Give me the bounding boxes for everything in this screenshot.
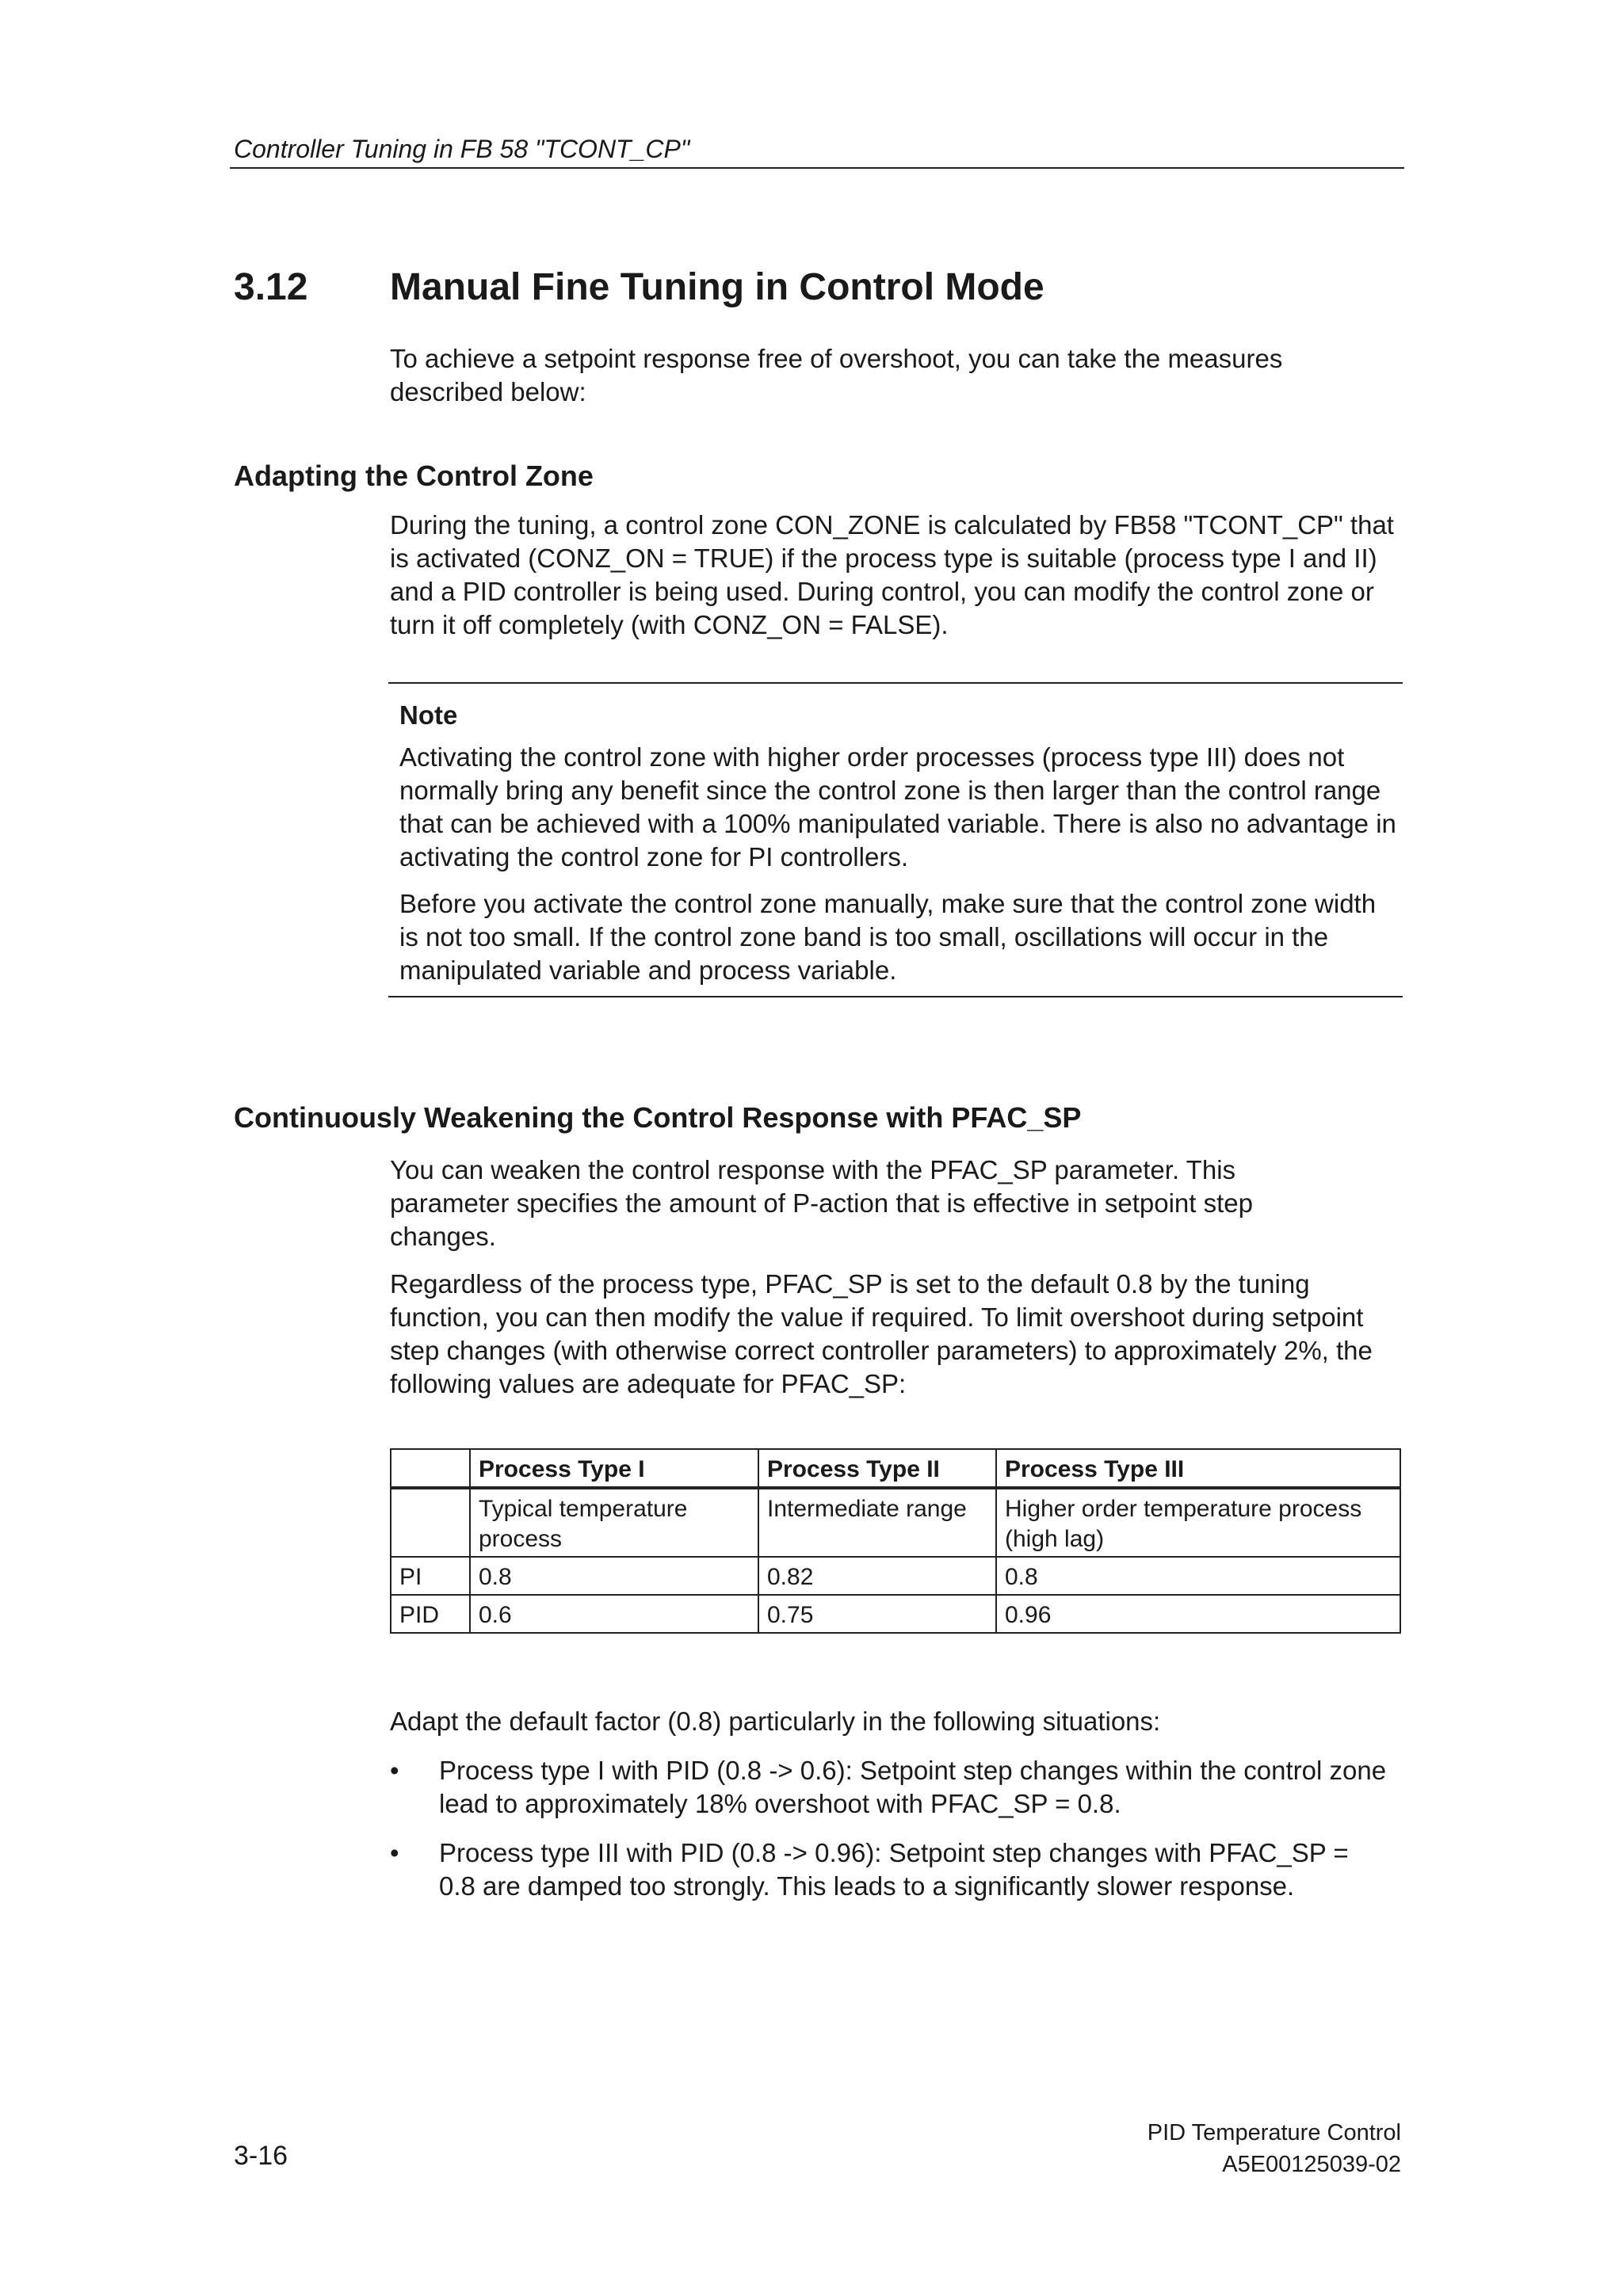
note-top-rule	[388, 682, 1403, 684]
header-rule	[230, 167, 1404, 169]
running-header: Controller Tuning in FB 58 "TCONT_CP"	[234, 135, 690, 163]
adapt-bullet-list	[390, 1754, 1388, 1919]
table-header-cell: Process Type III	[996, 1449, 1400, 1488]
table-row	[391, 1557, 1400, 1595]
pfac-heading: Continuously Weakening the Control Response with PFAC_SP	[234, 1101, 1082, 1134]
page-number: 3-16	[234, 2141, 288, 2171]
section-number: 3.12	[234, 266, 308, 308]
pfac-values-table	[390, 1448, 1401, 1634]
table-cell: 0.8	[996, 1557, 1400, 1595]
pfac-paragraph-2: Regardless of the process type, PFAC_SP is set to the default 0.8 by the tuning function, you can then modify the value if required. To limit overshoot during setpoint step changes (with otherwise correct controller parameters) to approximately 2%, the following values are adequate for PFAC_SP:	[390, 1269, 1373, 1398]
note-paragraph-2: Before you activate the control zone manually, make sure that the control zone width is not too small. If the control zone band is too small, oscillations will occur in the manipulated variable and process variable.	[399, 889, 1377, 985]
control-zone-heading: Adapting the Control Zone	[234, 460, 594, 492]
table-cell: 0.6	[470, 1595, 758, 1633]
footer-doc-info	[1148, 2117, 1401, 2180]
table-cell	[391, 1488, 470, 1557]
table-header-row	[391, 1449, 1400, 1488]
list-item-text: Process type III with PID (0.8 -> 0.96): Setpoint step changes with PFAC_SP = 0.8 are damped too strongly. This leads to a significantly slower response.	[439, 1838, 1349, 1901]
note-bottom-rule	[388, 996, 1403, 997]
list-item	[390, 1836, 1388, 1903]
pfac-paragraph-1: You can weaken the control response with the PFAC_SP parameter. This parameter specifies the amount of P-action that is effective in setpoint step changes.	[390, 1155, 1253, 1251]
table-cell: PID	[391, 1595, 470, 1633]
section-title: Manual Fine Tuning in Control Mode	[390, 266, 1044, 308]
table-description-row	[391, 1488, 1400, 1557]
section-intro: To achieve a setpoint response free of overshoot, you can take the measures described below:	[390, 344, 1283, 406]
table-cell: 0.75	[758, 1595, 996, 1633]
table-row	[391, 1595, 1400, 1633]
adapt-intro: Adapt the default factor (0.8) particularly in the following situations:	[390, 1707, 1161, 1736]
control-zone-paragraph: During the tuning, a control zone CON_ZONE is calculated by FB58 "TCONT_CP" that is activated (CONZ_ON = TRUE) if the process type is suitable (process type I and II) and a PID controller is being used. During control, you can modify the control zone or turn it off completely (with CONZ_ON = FALSE).	[390, 510, 1394, 639]
document-id: A5E00125039-02	[1222, 2152, 1401, 2177]
table-cell: Intermediate range	[758, 1488, 996, 1557]
table-header-cell	[391, 1449, 470, 1488]
note-paragraph-1: Activating the control zone with higher order processes (process type III) does not normally bring any benefit since the control zone is then larger than the control range that can be achieved with a 100% manipulated variable. There is also no advantage in activating the control zone for PI controllers.	[399, 742, 1396, 871]
note-label: Note	[399, 700, 458, 730]
table-header-cell: Process Type I	[470, 1449, 758, 1488]
table-header-cell: Process Type II	[758, 1449, 996, 1488]
table-cell: Typical temperature process	[470, 1488, 758, 1557]
bullet-icon: •	[390, 1838, 399, 1867]
table-cell: 0.8	[470, 1557, 758, 1595]
list-item-text: Process type I with PID (0.8 -> 0.6): Setpoint step changes within the control zone lead to approximately 18% overshoot with PFAC_SP = 0.8.	[439, 1756, 1387, 1818]
table-cell: 0.82	[758, 1557, 996, 1595]
list-item	[390, 1754, 1388, 1821]
table-cell: PI	[391, 1557, 470, 1595]
manual-title: PID Temperature Control	[1147, 2120, 1401, 2145]
table-cell: Higher order temperature process (high lag)	[996, 1488, 1400, 1557]
table-cell: 0.96	[996, 1595, 1400, 1633]
bullet-icon: •	[390, 1756, 399, 1785]
